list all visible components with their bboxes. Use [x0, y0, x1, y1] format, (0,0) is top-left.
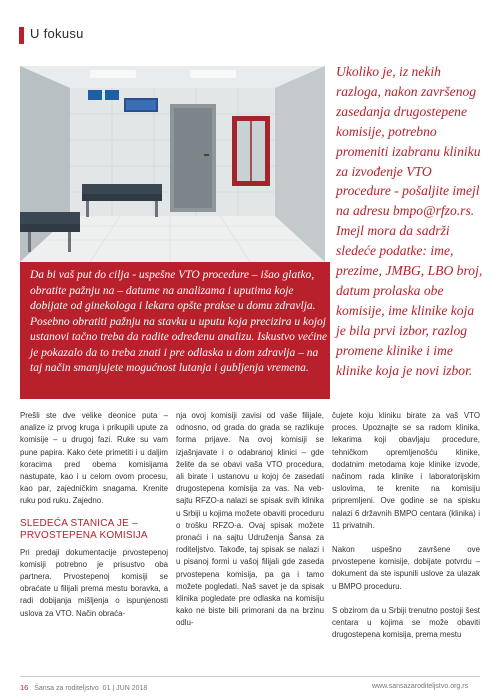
page-number: 16: [20, 683, 29, 692]
body-paragraph: S obzirom da u Srbiji trenutno postoji šest centara u kojima se može obaviti drugostepena komisija, prema mestu: [332, 605, 480, 640]
body-paragraph: nja ovoj komisiji zavisi od vaše filijale, odnosno, od grada do grada se razlikuje forma prijave. Na ovoj komisiji se izjašnjavate i o odabranoj klinici – gde želite da se obavi vaša VTO procedura, ali birate i ustanovu u kojoj će zasedati drugostepena komisija za vas. Na veb-sajtu RFZO-a nalazi se spisak svih klinika u Srbiji u kojima možete obaviti proceduru o trošku RFZO-a. Ovaj spisak možete pronaći i na sajtu Udruženja Šansa za roditeljstvo. Takođe, taj spisak se nalazi i u pisanoj formi u vašoj filijali gde zaseda prvostepena komisija, pa ga i tamo možete pogledati. Naš savet je da spisak klinika pogledate pre odlaska na komisiju kako ne biste bili primorani da na brzinu odlu-: [176, 411, 324, 628]
article-column-1: [20, 410, 168, 620]
page-footer: [20, 683, 147, 692]
highlight-text: Da bi vaš put do cilja - uspešne VTO procedure – išao glatko, obratite pažnju na – datume na analizama i uputima koje dobijate od ginekologa i lekara opšte prakse u domu zdravlja. Posebno obratiti pažnju na stavku u uputu koja precizira u kojoj ustanovi tačno treba da radite određenu analizu. Iskustvo većine je pokazalo da to treba znati i pre odlaska u dom zdravlja – na taj način smanjujete mogućnost lutanja i gubljenja vremena.: [30, 269, 328, 374]
body-paragraph: Pri predaji dokumentacije prvostepenoj komisiji potrebno je prisustvo oba partnera. Prvostepenoj komisiji se obraćate u filijali prema mestu boravka, a radi dobijanja mišljenja o ispunjenosti uslova za VTO. Način obraća-: [20, 547, 168, 618]
pull-quote: Ukoliko je, iz nekih razloga, nakon završenog zasedanja drugostepene komisije, potrebno promeniti izabranu kliniku za izvođenje VTO procedure - pošaljite imejl na adresu bmpo@rfzo.rs. Imejl mora da sadrži sledeće podatke: ime, prezime, JMBG, LBO broj, datum prolaska obe komisije, ime klinike koja je bila prvi izbor, razlog promene klinike i ime klinike koja je novi izbor.: [336, 64, 483, 378]
article-column-3: [332, 410, 480, 641]
article-column-2: [176, 410, 324, 630]
footer-divider: [20, 676, 480, 677]
hospital-corridor-photo: [20, 66, 325, 262]
rubric-accent-bar: [19, 27, 24, 44]
website-link[interactable]: www.sansazaroditeljstvo.org.rs: [372, 683, 469, 690]
section-heading: SLEDEĆA STANICA JE – PRVOSTEPENA KOMISIJA: [20, 517, 148, 542]
intro-paragraph: Prešli ste dve velike deonice puta – analize iz prvog kruga i prikupili uputе za komisije – u drugoj fazi. Ruke su vam pune papira. Kako ćete primetiti i u daljim koracima pred obema komisijama nastupate, kao i u celom ovom procesu, kao par, zajedničkim snagama. Krenite ruku pod ruku. Zajedno.: [20, 411, 168, 506]
body-paragraph: Nakon uspešno završene ove prvostepene komisije, dobijate potvrdu – dokument da ste ispunili uslove za ulazak u BMPO proceduru.: [332, 545, 480, 591]
issue-label: 01 | JUN 2018: [102, 685, 148, 692]
magazine-name: Šansa za roditeljstvo: [34, 685, 99, 692]
body-paragraph: čujete koju kliniku birate za vaš VTO proces. Upoznajte se sa radom klinika, lekarima koji obavljaju procedure, tehničkom opremljenošću klinike, dodatnim metodama koje klinike izvode, načinom rada klinike i laboratorijskim uslovima, te krenite na komisiju pripremljeni. Ove godine se na spisku nalazi 6 državnih BMPO centara (klinika) i 11 privatnih.: [332, 411, 480, 530]
section-rubric: U fokusu: [30, 26, 84, 41]
